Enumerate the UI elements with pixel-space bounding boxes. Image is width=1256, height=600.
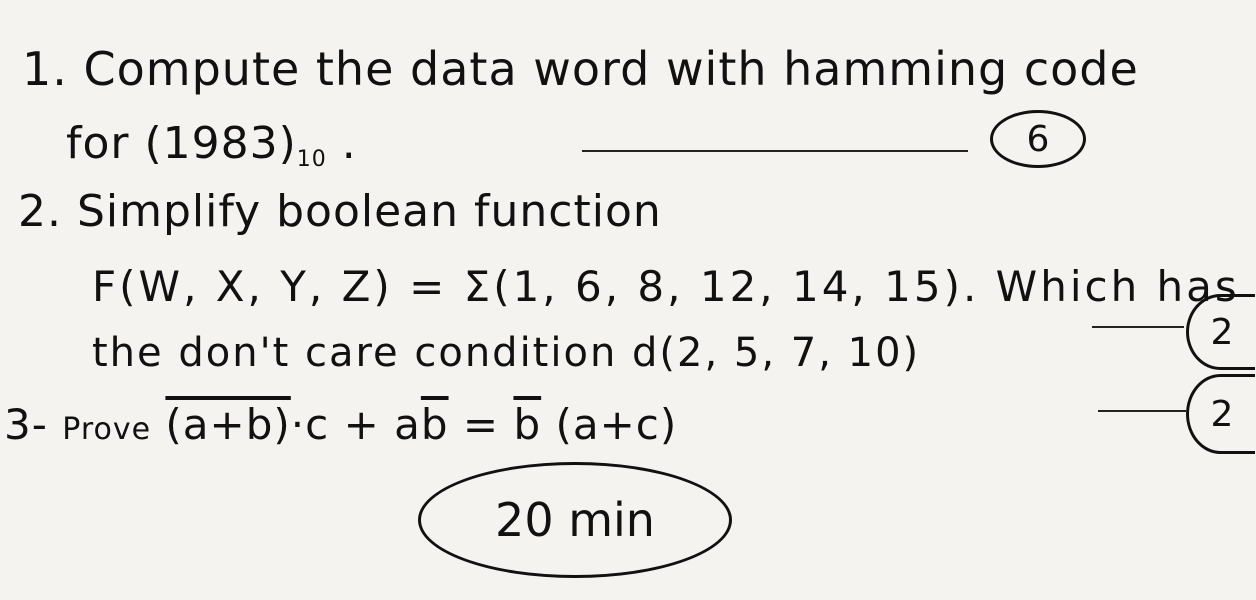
question-2-mark-line [1092, 326, 1184, 328]
question-3-line [4, 400, 677, 449]
question-1-text: Compute the data word with hamming code [83, 42, 1139, 96]
question-1-number-prefix: for (1983) [66, 118, 297, 169]
question-3-rhs-b-bar: $\overline{b}$ [513, 400, 542, 449]
question-3-rhs: (a+c) [541, 400, 678, 449]
question-3-number: 3- [4, 400, 48, 449]
question-1-mark-line [582, 150, 968, 152]
question-1-base-subscript: 10 [296, 147, 327, 172]
question-1-line-1 [22, 42, 1139, 96]
question-2-dont-care: the don't care condition d(2, 5, 7, 10) [92, 330, 921, 376]
question-2-text: Simplify boolean function [76, 186, 662, 237]
time-limit: 20 min [418, 462, 732, 578]
question-3-lhs-overlined: (a+b) [165, 400, 291, 449]
question-3-label: Prove [62, 412, 152, 447]
question-1-number: 1. [22, 42, 68, 96]
question-2-expression: F(W, X, Y, Z) = Σ(1, 6, 8, 12, 14, 15). Which has [92, 262, 1240, 311]
question-3-b-bar: $\overline{b}$ [420, 400, 449, 449]
question-2-line-1 [18, 186, 662, 237]
question-3-marks: 2 [1186, 374, 1255, 454]
question-3-middle: ·c + a [290, 400, 421, 449]
question-3-equals: = [448, 400, 514, 449]
question-1-line-2: for $(1983)_{10}$ . [66, 118, 357, 172]
question-2-marks: 2 [1186, 294, 1255, 370]
question-1-marks: 6 [990, 110, 1086, 168]
question-2-number: 2. [18, 186, 62, 237]
question-3-mark-line [1098, 410, 1186, 412]
